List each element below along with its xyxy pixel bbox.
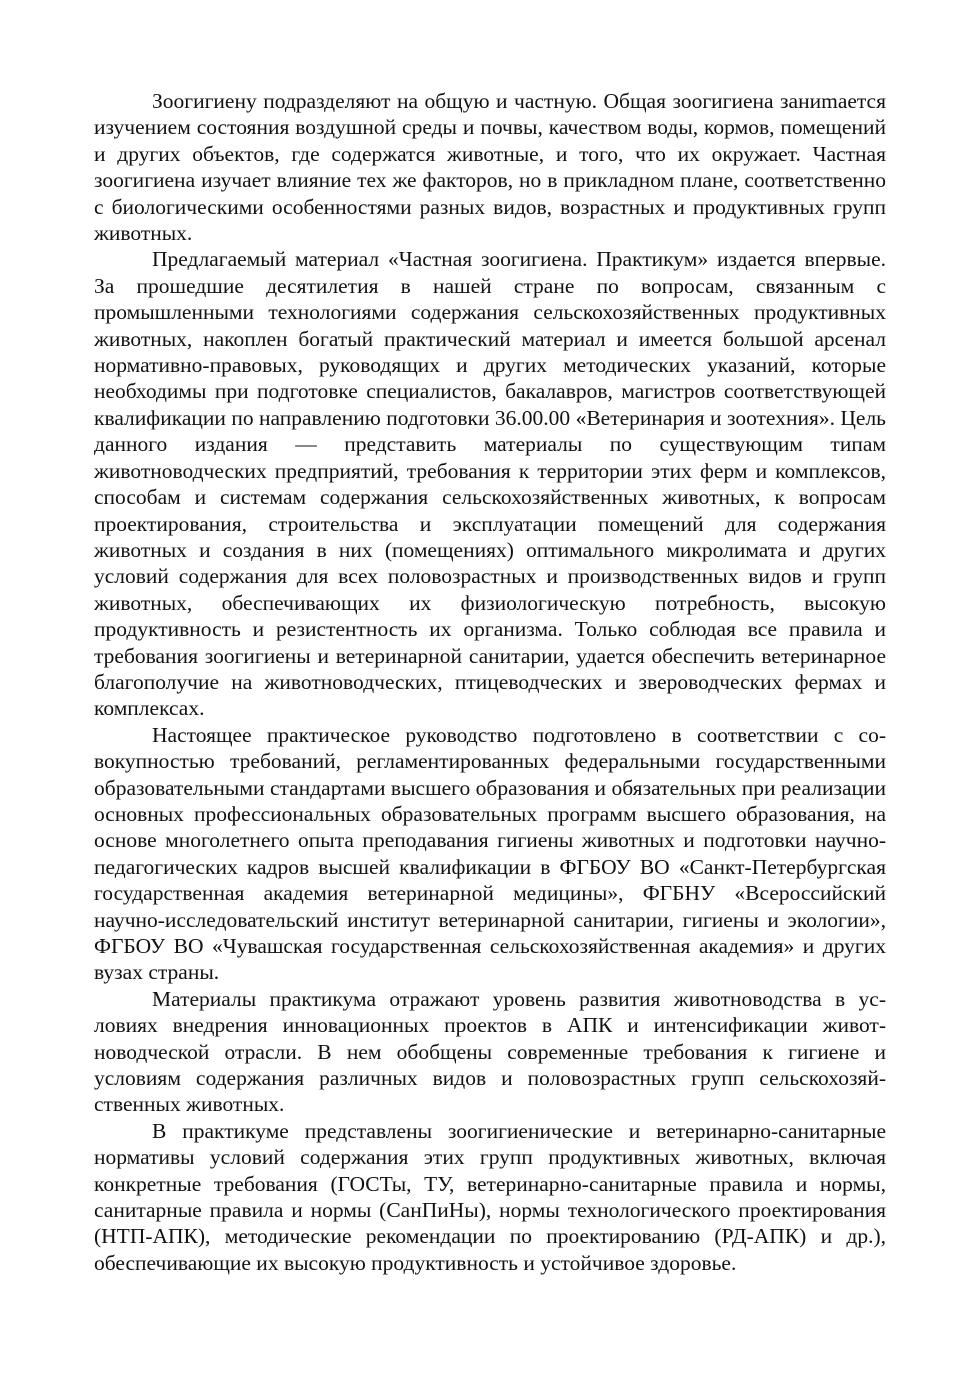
- paragraph-3: Настоящее практическое руководство подготовлено в соответствии с совокупностью требований, регламентированных федеральными государственными образовательными стандартами высшего образования и обязательных при реализации основных профессиональных образовательных программ высшего образования, на основе многолетнего опыта преподавания гигиены животных и подготовки научно-педагогических кадров высшей квалификации в ФГБОУ ВО «Санкт-Петербургская государственная академия ветеринарной медицины», ФГБНУ «Всероссийский научно-исследовательский институт ветеринарной санитарии, гигиены и экологии», ФГБОУ ВО «Чувашская государственная сельскохозяйственная академия» и других вузах страны.: [94, 722, 886, 985]
- paragraph-1: Зоогигиену подразделяют на общую и частную. Общая зоогигиена заниmается изучением состояния воздушной среды и почвы, качеством воды, кормов, помещений и других объектов, где содержатся животные, и того, что их окружает. Частная зоогигиена изучает влияние тех же факторов, но в прикладном плане, соответственно с биологическими особенностями разных видов, возрастных и продуктивных групп животных.: [94, 89, 886, 246]
- document-page: [94, 88, 886, 1276]
- paragraph-5: В практикуме представлены зоогигиенические и ветеринарно-санитарные нормативы условий содержания этих групп продуктивных животных, включая конкретные требования (ГОСТы, ТУ, ветеринарно-санитарные правила и нормы, санитарные правила и нормы (СанПиНы), нормы технологического проектирования (НТП-АПК), методические рекомендации по проектированию (РД-АПК) и др.), обеспечивающие их высокую продуктивность и устойчивое здоровье.: [94, 1118, 886, 1275]
- paragraph-2: Предлагаемый материал «Частная зоогигиена. Практикум» издается впервые. За прошедшие десятилетия в нашей стране по вопросам, связанным с промышленными технологиями содержания сельскохозяйственных продуктивных животных, накоплен богатый практический материал и имеется большой арсенал нормативно-правовых, руководящих и других методических указаний, которые необходимы при подготовке специалистов, бакалавров, магистров соответствующей квалификации по направлению подготовки 36.00.00 «Ветеринария и зоотехния». Цель данного издания — представить материалы по существующим типам животноводческих предприятий, требования к территории этих ферм и комплексов, способам и системам содержания сельскохозяйственных животных, к вопросам проектирования, строительства и эксплуатации помещений для содержания животных и создания в них (помещениях) оптимального микролимата и других условий содержания для всех половозрастных и производственных видов и групп животных, обеспечивающих их физиологическую потребность, высокую продуктивность и резистентность их организма. Только соблюдая все правила и требования зоогигиены и ветеринарной санитарии, удается обеспечить ветеринарное благополучие на животноводческих, птицеводческих и звероводческих фермах и комплексах.: [94, 247, 886, 721]
- paragraph-4: Материалы практикума отражают уровень развития животноводства в условиях внедрения инновационных проектов в АПК и интенсификации животноводческой отрасли. В нем обобщены современные требования к гигиене и условиям содержания различных видов и половозрастных групп сельскохозяйственных животных.: [94, 986, 886, 1117]
